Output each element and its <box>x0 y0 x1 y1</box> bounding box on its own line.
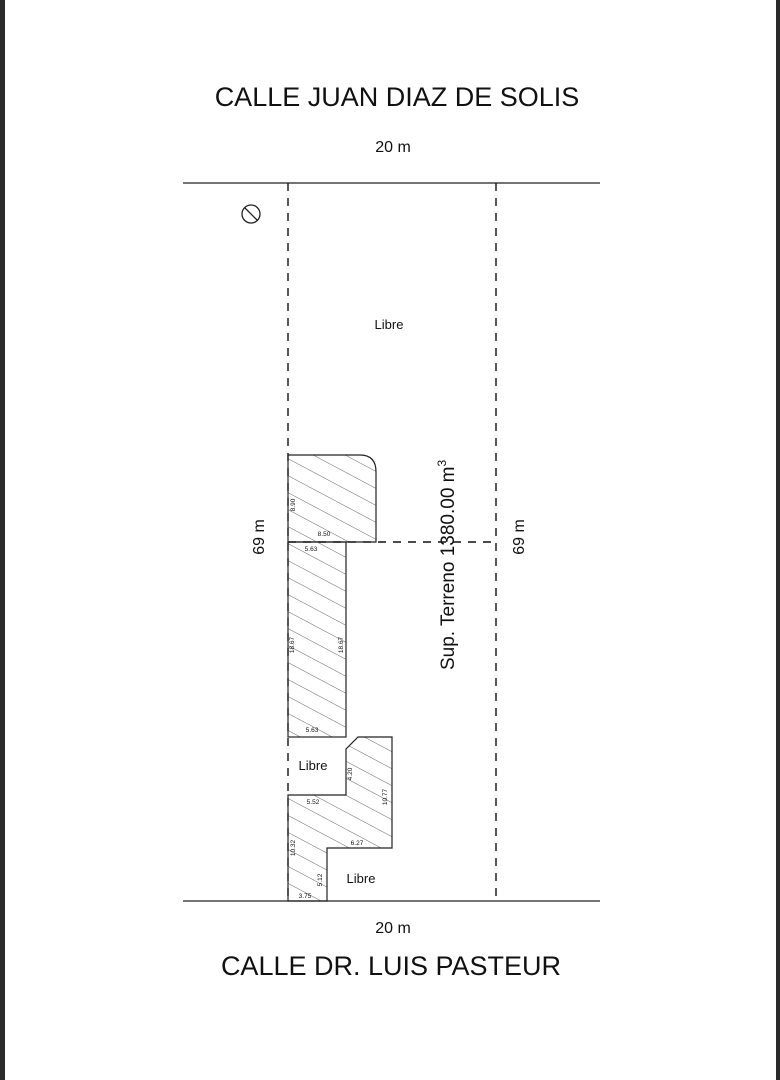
depth-right-dimension: 69 m <box>511 519 528 555</box>
libre-label-middle: Libre <box>298 758 328 773</box>
street-bottom-label: CALLE DR. LUIS PASTEUR <box>220 951 562 981</box>
measure-1077: 10.77 <box>382 788 389 806</box>
libre-label-top: Libre <box>374 317 404 332</box>
frontage-bottom-dimension: 20 m <box>375 920 411 937</box>
measure-512: 5.12 <box>317 873 324 887</box>
measure-850: 8.50 <box>317 531 331 538</box>
building-block-upper <box>288 455 376 542</box>
surface-label <box>435 459 459 670</box>
surface-text: Sup. Terreno 1380.00 m <box>438 466 459 670</box>
surface-exponent: 3 <box>435 459 449 467</box>
measure-375: 3.75 <box>298 893 312 900</box>
measure-1867-right: 18.67 <box>338 636 345 654</box>
measure-1867-left: 18.67 <box>289 636 296 654</box>
measure-1032: 10.32 <box>290 839 297 857</box>
north-arrow-icon <box>242 205 260 223</box>
street-top-label: CALLE JUAN DIAZ DE SOLIS <box>214 82 580 112</box>
measure-552: 5.52 <box>306 799 320 806</box>
measure-627: 6.27 <box>350 840 364 847</box>
measure-563-top: 5.63 <box>304 546 318 553</box>
libre-label-bottom: Libre <box>346 871 376 886</box>
measure-420: 4.20 <box>347 767 354 781</box>
measure-890: 8.90 <box>290 498 297 512</box>
depth-left-dimension: 69 m <box>251 519 268 555</box>
measure-563-bottom: 5.63 <box>305 727 319 734</box>
frontage-top-dimension: 20 m <box>375 139 411 156</box>
